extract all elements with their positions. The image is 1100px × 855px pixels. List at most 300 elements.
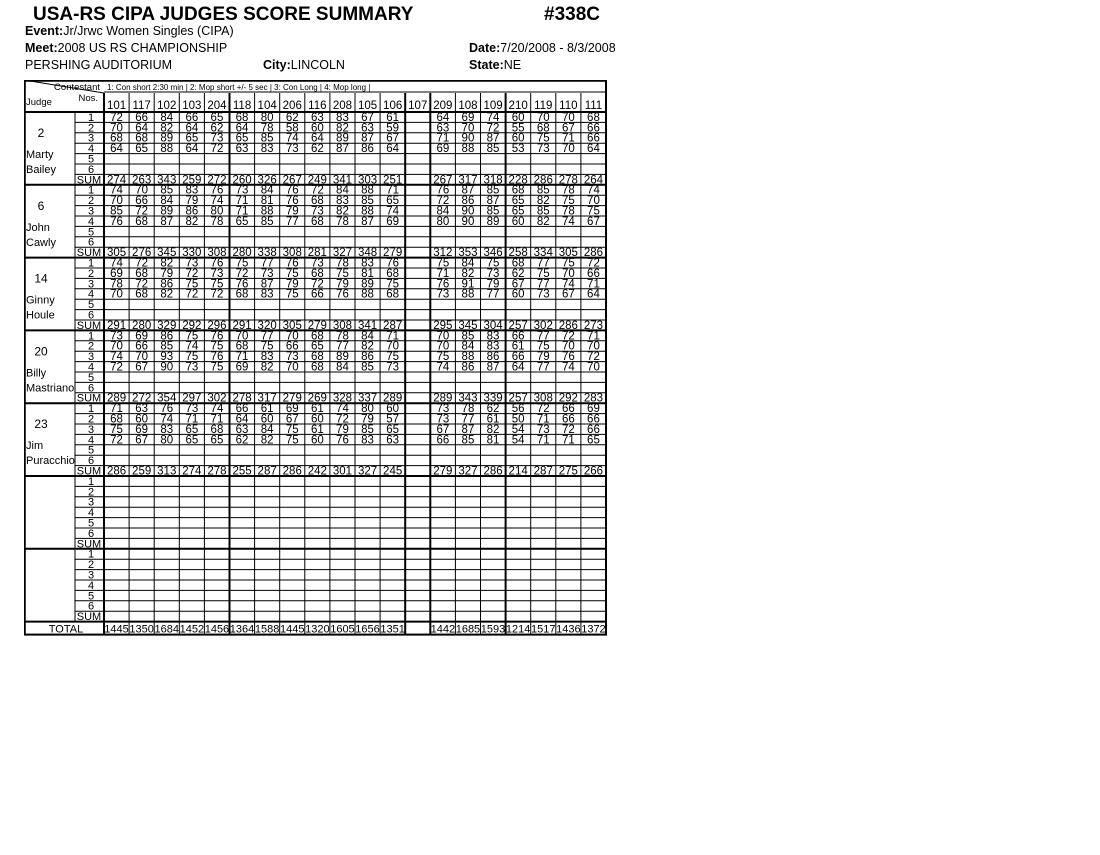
state-line [469, 58, 521, 73]
total-cell: 1351 [380, 623, 405, 636]
score-cell: 70 [587, 361, 600, 374]
score-cell: 60 [310, 434, 324, 447]
score-cell: 77 [486, 288, 500, 301]
judge-first-name: Marty [26, 149, 54, 161]
score-cell: 64 [436, 111, 450, 124]
total-cell: 1588 [254, 623, 280, 636]
score-cell: 71 [235, 351, 249, 364]
score-cell: 82 [160, 288, 174, 301]
date-value: 7/20/2008 - 8/3/2008 [500, 41, 616, 55]
city-line [263, 58, 345, 73]
score-cell: 84 [336, 361, 349, 374]
score-cell: 68 [386, 288, 400, 301]
contestant-number: 208 [332, 100, 353, 112]
total-cell: 1605 [330, 623, 355, 636]
total-cell: 1320 [305, 623, 330, 636]
sum-cell: 287 [257, 465, 277, 478]
score-cell: 84 [260, 423, 274, 436]
score-cell: 64 [386, 143, 400, 156]
row-label: 4 [87, 361, 95, 374]
score-cell: 68 [310, 330, 324, 343]
row-label: 2 [87, 195, 95, 208]
corner-judge: Judge [26, 97, 52, 108]
score-cell: 82 [336, 122, 349, 135]
score-cell: 58 [285, 122, 299, 135]
score-cell: 77 [536, 278, 550, 291]
score-cell: 75 [285, 434, 299, 447]
score-cell: 75 [486, 257, 500, 270]
score-cell: 74 [561, 278, 575, 291]
score-cell: 73 [285, 351, 299, 364]
score-cell: 68 [235, 111, 249, 124]
sum-cell: 337 [357, 392, 378, 405]
date-line [469, 41, 616, 56]
judge-number: 14 [34, 271, 48, 286]
score-cell: 90 [461, 132, 475, 145]
score-cell: 68 [135, 288, 149, 301]
total-cell: 1372 [581, 623, 606, 636]
sum-cell: 308 [533, 392, 553, 405]
score-cell: 85 [361, 361, 374, 374]
city-value: LINCOLN [290, 58, 345, 72]
total-cell: 1214 [505, 623, 531, 636]
score-cell: 66 [561, 413, 575, 426]
row-label: 3 [87, 569, 95, 582]
score-cell: 60 [135, 413, 149, 426]
score-cell: 86 [486, 351, 500, 364]
score-cell: 69 [285, 403, 299, 416]
row-label: 1 [87, 184, 95, 197]
score-cell: 74 [210, 403, 224, 416]
total-label: TOTAL [48, 623, 84, 636]
sum-label: SUM [76, 465, 102, 478]
score-cell: 75 [185, 330, 199, 343]
sum-cell: 302 [207, 392, 227, 405]
score-cell: 68 [210, 423, 224, 436]
score-cell: 84 [260, 184, 274, 197]
score-cell: 72 [436, 195, 450, 208]
score-cell: 62 [285, 111, 299, 124]
score-cell: 77 [260, 257, 274, 270]
corner-contestant: Contestant [54, 82, 100, 93]
score-cell: 71 [235, 195, 249, 208]
sum-cell: 283 [583, 392, 604, 405]
sum-cell: 286 [483, 465, 503, 478]
score-cell: 70 [110, 195, 123, 208]
score-cell: 64 [587, 288, 600, 301]
score-cell: 64 [511, 361, 525, 374]
score-cell: 89 [361, 278, 374, 291]
score-cell: 82 [185, 215, 199, 228]
score-cell: 74 [110, 351, 123, 364]
score-cell: 69 [587, 403, 600, 416]
event-label: Event: [25, 24, 64, 38]
score-cell: 87 [461, 184, 475, 197]
score-cell: 88 [361, 184, 374, 197]
row-label: 6 [87, 600, 95, 613]
score-cell: 73 [536, 288, 550, 301]
row-label: 4 [87, 288, 95, 301]
score-cell: 88 [461, 143, 475, 156]
sum-cell: 320 [257, 319, 277, 332]
score-cell: 80 [160, 434, 174, 447]
score-cell: 65 [185, 132, 199, 145]
score-cell: 83 [361, 434, 374, 447]
score-cell: 88 [361, 288, 374, 301]
score-cell: 64 [135, 122, 149, 135]
score-cell: 77 [461, 413, 475, 426]
row-label: 3 [87, 496, 95, 509]
score-cell: 54 [511, 434, 525, 447]
sum-cell: 287 [533, 465, 553, 478]
sum-cell: 329 [157, 319, 177, 332]
sum-cell: 291 [232, 319, 252, 332]
score-cell: 73 [436, 288, 450, 301]
judge-number: 20 [34, 344, 48, 359]
sum-cell: 259 [132, 465, 152, 478]
row-label: 6 [87, 309, 95, 322]
total-cell: 1517 [531, 623, 556, 636]
sum-cell: 313 [157, 465, 177, 478]
judge-last-name: Puracchio [26, 455, 75, 468]
score-cell: 74 [561, 361, 575, 374]
score-cell: 86 [461, 361, 475, 374]
score-cell: 70 [561, 143, 575, 156]
meet-value: 2008 US RS CHAMPIONSHIP [57, 41, 228, 55]
sum-cell: 273 [583, 319, 604, 332]
score-cell: 65 [185, 434, 199, 447]
score-cell: 85 [486, 205, 500, 218]
score-cell: 64 [235, 122, 249, 135]
judge-last-name: Mastriano [26, 382, 75, 395]
contestant-number: 209 [433, 100, 453, 112]
meet-line [25, 41, 227, 56]
score-cell: 67 [361, 111, 374, 124]
score-cell: 65 [235, 132, 249, 145]
row-label: 4 [87, 434, 95, 447]
sum-cell: 266 [583, 465, 604, 478]
sum-cell: 214 [508, 465, 528, 478]
score-cell: 82 [336, 205, 349, 218]
score-cell: 68 [235, 340, 249, 353]
score-cell: 84 [361, 330, 374, 343]
score-cell: 76 [160, 403, 174, 416]
score-cell: 65 [386, 423, 400, 436]
date-label: Date: [469, 41, 501, 55]
sum-cell: 279 [433, 465, 453, 478]
score-cell: 80 [436, 215, 450, 228]
score-cell: 72 [235, 267, 249, 280]
score-cell: 66 [587, 122, 600, 135]
score-cell: 72 [310, 184, 324, 197]
sum-cell: 286 [106, 465, 127, 478]
score-cell: 66 [561, 403, 575, 416]
score-cell: 68 [310, 215, 324, 228]
score-cell: 73 [436, 413, 450, 426]
state-value: NE [503, 58, 522, 72]
score-cell: 61 [386, 111, 400, 124]
score-cell: 68 [135, 132, 149, 145]
score-cell: 70 [561, 267, 575, 280]
score-cell: 82 [536, 195, 550, 208]
contestant-number: 206 [282, 100, 302, 112]
meet-label: Meet: [25, 41, 58, 55]
row-label: 4 [87, 215, 95, 228]
sum-cell: 274 [182, 465, 202, 478]
judge-number: 6 [37, 198, 45, 213]
sum-cell: 341 [332, 174, 353, 187]
score-cell: 76 [235, 278, 249, 291]
score-cell: 87 [361, 215, 374, 228]
score-cell: 82 [260, 434, 274, 447]
total-cell: 1445 [280, 623, 305, 636]
sum-cell: 242 [307, 465, 327, 478]
score-cell: 87 [486, 361, 500, 374]
sum-cell: 346 [483, 247, 503, 260]
sum-cell: 275 [558, 465, 578, 478]
score-cell: 70 [436, 330, 450, 343]
score-cell: 73 [310, 257, 324, 270]
score-cell: 84 [336, 184, 349, 197]
score-cell: 83 [336, 195, 349, 208]
score-cell: 71 [210, 413, 224, 426]
score-cell: 66 [135, 195, 149, 208]
score-cell: 75 [561, 257, 575, 270]
sum-cell: 302 [533, 319, 553, 332]
score-cell: 76 [436, 184, 450, 197]
row-label: 6 [87, 527, 95, 540]
score-cell: 82 [160, 122, 174, 135]
score-cell: 63 [235, 423, 249, 436]
sum-cell: 353 [458, 247, 478, 260]
score-cell: 64 [235, 413, 249, 426]
sum-cell: 308 [282, 247, 302, 260]
sum-cell: 292 [182, 319, 202, 332]
score-cell: 73 [210, 132, 224, 145]
score-cell: 75 [536, 267, 550, 280]
score-cell: 88 [461, 351, 475, 364]
total-cell: 1364 [229, 623, 255, 636]
score-table [24, 80, 614, 855]
contestant-number: 118 [232, 100, 252, 112]
score-cell: 64 [185, 122, 199, 135]
score-cell: 83 [260, 351, 274, 364]
sum-cell: 267 [433, 174, 453, 187]
score-cell: 67 [285, 413, 299, 426]
score-cell: 66 [436, 434, 450, 447]
score-cell: 50 [511, 413, 525, 426]
score-cell: 65 [210, 434, 224, 447]
score-cell: 70 [587, 195, 600, 208]
score-cell: 83 [336, 111, 349, 124]
total-cell: 1684 [154, 623, 179, 636]
score-cell: 63 [361, 122, 374, 135]
score-cell: 84 [160, 111, 174, 124]
sum-cell: 278 [558, 174, 578, 187]
sum-cell: 286 [533, 174, 553, 187]
score-cell: 85 [110, 205, 123, 218]
row-label: 2 [87, 122, 95, 135]
row-label: 6 [87, 163, 95, 176]
score-cell: 74 [285, 132, 299, 145]
score-cell: 64 [110, 143, 123, 156]
score-cell: 75 [285, 288, 299, 301]
score-cell: 68 [110, 413, 123, 426]
sum-label: SUM [76, 174, 102, 187]
row-label: 4 [87, 507, 95, 520]
score-cell: 89 [160, 205, 174, 218]
score-cell: 72 [110, 434, 123, 447]
score-cell: 85 [260, 132, 274, 145]
score-cell: 77 [285, 215, 299, 228]
sum-cell: 339 [483, 392, 503, 405]
score-cell: 70 [536, 111, 550, 124]
score-cell: 74 [386, 205, 400, 218]
total-cell: 1442 [430, 623, 456, 636]
score-cell: 75 [436, 257, 450, 270]
score-cell: 78 [561, 184, 575, 197]
sum-cell: 345 [458, 319, 478, 332]
judge-last-name: Houle [26, 309, 55, 322]
score-cell: 76 [386, 257, 400, 270]
score-cell: 68 [310, 351, 324, 364]
score-cell: 73 [436, 403, 450, 416]
score-cell: 65 [135, 143, 149, 156]
sum-cell: 326 [257, 174, 277, 187]
score-cell: 86 [361, 143, 374, 156]
sum-cell: 308 [207, 247, 227, 260]
contestant-number: 102 [157, 100, 177, 112]
score-cell: 76 [210, 330, 224, 343]
score-cell: 75 [110, 423, 123, 436]
score-cell: 89 [336, 351, 349, 364]
score-cell: 72 [110, 361, 123, 374]
score-cell: 80 [260, 111, 274, 124]
score-cell: 76 [336, 288, 349, 301]
score-cell: 85 [361, 423, 374, 436]
score-cell: 75 [386, 278, 400, 291]
score-cell: 68 [135, 267, 149, 280]
total-cell: 1445 [104, 623, 129, 636]
score-cell: 59 [386, 122, 400, 135]
total-cell: 1593 [480, 623, 506, 636]
score-cell: 62 [310, 143, 324, 156]
score-cell: 67 [561, 288, 575, 301]
event-line [25, 24, 234, 39]
score-cell: 76 [210, 257, 224, 270]
score-cell: 69 [436, 143, 450, 156]
score-cell: 62 [511, 267, 525, 280]
score-cell: 85 [160, 184, 174, 197]
sum-label: SUM [76, 538, 102, 551]
score-cell: 72 [336, 413, 349, 426]
score-cell: 71 [436, 132, 450, 145]
score-cell: 61 [310, 423, 324, 436]
score-cell: 73 [285, 143, 299, 156]
sum-cell: 249 [307, 174, 327, 187]
score-cell: 68 [386, 267, 400, 280]
sum-cell: 272 [207, 174, 227, 187]
score-cell: 71 [235, 205, 249, 218]
sum-cell: 354 [157, 392, 177, 405]
legend-text: 1: Con short 2:30 min | 2: Mop short +/- 5 sec | 3: Con Long | 4: Mop long | [107, 83, 371, 92]
contestant-number: 204 [207, 100, 227, 112]
score-cell: 63 [436, 122, 450, 135]
score-cell: 78 [110, 278, 123, 291]
sum-cell: 280 [232, 247, 252, 260]
score-cell: 66 [310, 288, 324, 301]
total-cell: 1685 [455, 623, 481, 636]
sum-cell: 258 [508, 247, 528, 260]
row-label: 3 [87, 423, 95, 436]
sum-cell: 286 [282, 465, 302, 478]
sum-cell: 305 [106, 247, 127, 260]
score-cell: 60 [260, 413, 274, 426]
score-cell: 75 [285, 423, 299, 436]
sum-label: SUM [76, 247, 102, 260]
score-cell: 61 [260, 403, 274, 416]
score-cell: 64 [185, 143, 199, 156]
contestant-number: 108 [458, 100, 478, 112]
score-cell: 61 [511, 340, 525, 353]
score-cell: 60 [386, 403, 400, 416]
score-cell: 65 [511, 205, 525, 218]
score-cell: 75 [336, 267, 349, 280]
row-label: 1 [87, 111, 95, 124]
score-cell: 93 [160, 351, 174, 364]
sum-cell: 296 [207, 319, 227, 332]
score-cell: 75 [235, 257, 249, 270]
row-label: 6 [87, 236, 95, 249]
score-cell: 78 [210, 215, 224, 228]
score-cell: 88 [160, 143, 174, 156]
score-cell: 78 [561, 205, 575, 218]
sum-cell: 280 [132, 319, 152, 332]
score-cell: 75 [260, 340, 274, 353]
row-label: 5 [87, 590, 95, 603]
sum-cell: 305 [282, 319, 302, 332]
score-cell: 63 [235, 143, 249, 156]
sum-cell: 228 [508, 174, 528, 187]
score-cell: 74 [110, 257, 123, 270]
row-label: 4 [87, 143, 95, 156]
score-cell: 86 [160, 330, 174, 343]
score-cell: 62 [486, 403, 500, 416]
sum-cell: 343 [157, 174, 177, 187]
score-cell: 70 [386, 340, 400, 353]
score-cell: 83 [486, 330, 500, 343]
judge-number: 2 [37, 126, 45, 140]
sum-cell: 289 [433, 392, 453, 405]
row-label: 2 [87, 559, 95, 572]
score-cell: 71 [561, 132, 575, 145]
sum-cell: 279 [282, 392, 302, 405]
score-cell: 72 [587, 257, 600, 270]
total-cell: 1436 [556, 623, 581, 636]
score-cell: 73 [386, 361, 400, 374]
score-cell: 80 [210, 205, 224, 218]
judge-first-name: Billy [26, 367, 47, 380]
score-cell: 70 [285, 330, 299, 343]
sum-cell: 338 [257, 247, 277, 260]
score-cell: 66 [235, 403, 249, 416]
score-cell: 82 [461, 267, 475, 280]
score-cell: 68 [110, 132, 123, 145]
score-cell: 66 [135, 111, 149, 124]
score-cell: 91 [461, 278, 475, 291]
score-cell: 85 [486, 184, 500, 197]
score-cell: 76 [285, 257, 299, 270]
